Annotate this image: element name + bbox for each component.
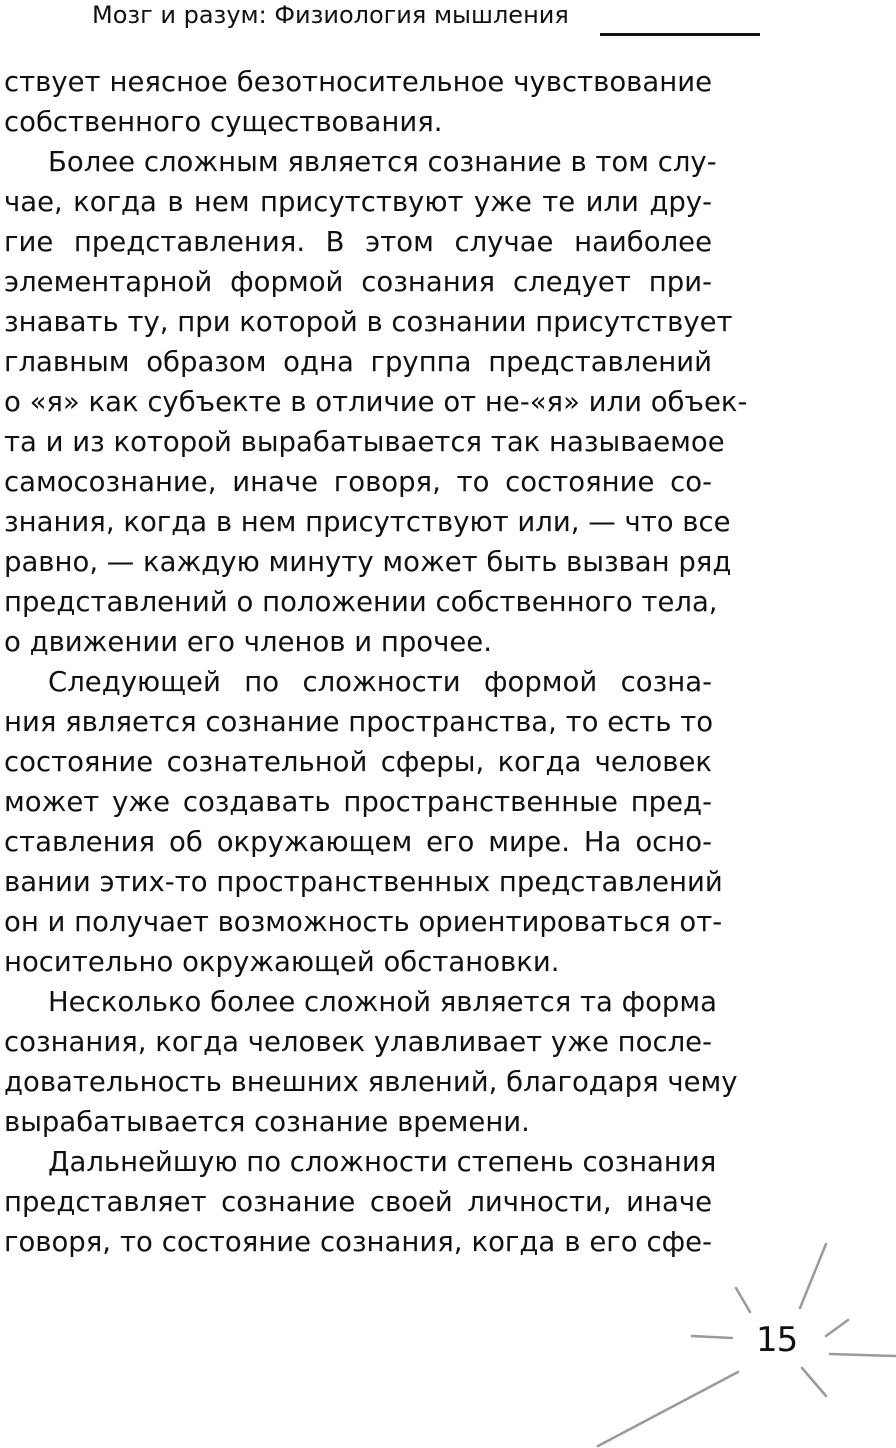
text-line: знавать ту, при которой в сознании присутствует [4, 306, 733, 338]
text-line: ствует неясное безотносительное чувствование [4, 66, 712, 98]
text-line: он и получает возможность ориентироваться от- [4, 906, 723, 938]
text-line: Дальнейшую по сложности степень сознания [48, 1146, 717, 1178]
burst-ray [692, 1336, 732, 1338]
text-line: Более сложным является сознание в том слу- [48, 146, 717, 178]
body-text [4, 62, 748, 1262]
text-line: знания, когда в нем присутствуют или, — что все [4, 506, 731, 538]
burst-ray [598, 1372, 738, 1446]
text-line: представляет сознание своей личности, иначе [4, 1186, 712, 1218]
text-line: состояние сознательной сферы, когда человек [4, 746, 712, 778]
text-line: собственного существования. [4, 106, 443, 138]
text-line: Несколько более сложной является та форма [48, 986, 717, 1018]
text-line: чае, когда в нем присутствуют уже те или дру- [4, 186, 712, 218]
page-number: 15 [756, 1320, 798, 1360]
text-line: говоря, то состояние сознания, когда в его сфе- [4, 1226, 712, 1258]
text-line: сознания, когда человек улавливает уже после- [4, 1026, 712, 1058]
text-line: представлений о положении собственного тела, [4, 586, 718, 618]
text-line: ставления об окружающем его мире. На осно- [4, 826, 712, 858]
text-line: элементарной формой сознания следует при- [4, 266, 712, 298]
text-line: равно, — каждую минуту может быть вызван ряд [4, 546, 732, 578]
text-line: гие представления. В этом случае наиболее [4, 226, 712, 258]
text-line: может уже создавать пространственные пред- [4, 786, 712, 818]
burst-ray [830, 1354, 896, 1356]
burst-ray [826, 1320, 848, 1336]
text-line: вырабатывается сознание времени. [4, 1106, 530, 1138]
text-line: вании этих-то пространственных представлений [4, 866, 723, 898]
text-line: ния является сознание пространства, то есть то [4, 706, 714, 738]
burst-ray [736, 1288, 750, 1312]
text-line: та и из которой вырабатывается так называемое [4, 426, 725, 458]
header-rule [600, 33, 760, 36]
burst-ray [802, 1368, 826, 1396]
text-line: о движении его членов и прочее. [4, 626, 492, 658]
burst-ray [800, 1244, 826, 1308]
text-line: самосознание, иначе говоря, то состояние со- [4, 466, 712, 498]
text-line: носительно окружающей обстановки. [4, 946, 560, 978]
text-line: довательность внешних явлений, благодаря чему [4, 1066, 738, 1098]
text-line: о «я» как субъекте в отличие от не-«я» или объек- [4, 386, 748, 418]
text-line: главным образом одна группа представлений [4, 346, 712, 378]
running-header: Мозг и разум: Физиология мышления [92, 1, 569, 29]
text-line: Следующей по сложности формой созна- [48, 666, 712, 698]
